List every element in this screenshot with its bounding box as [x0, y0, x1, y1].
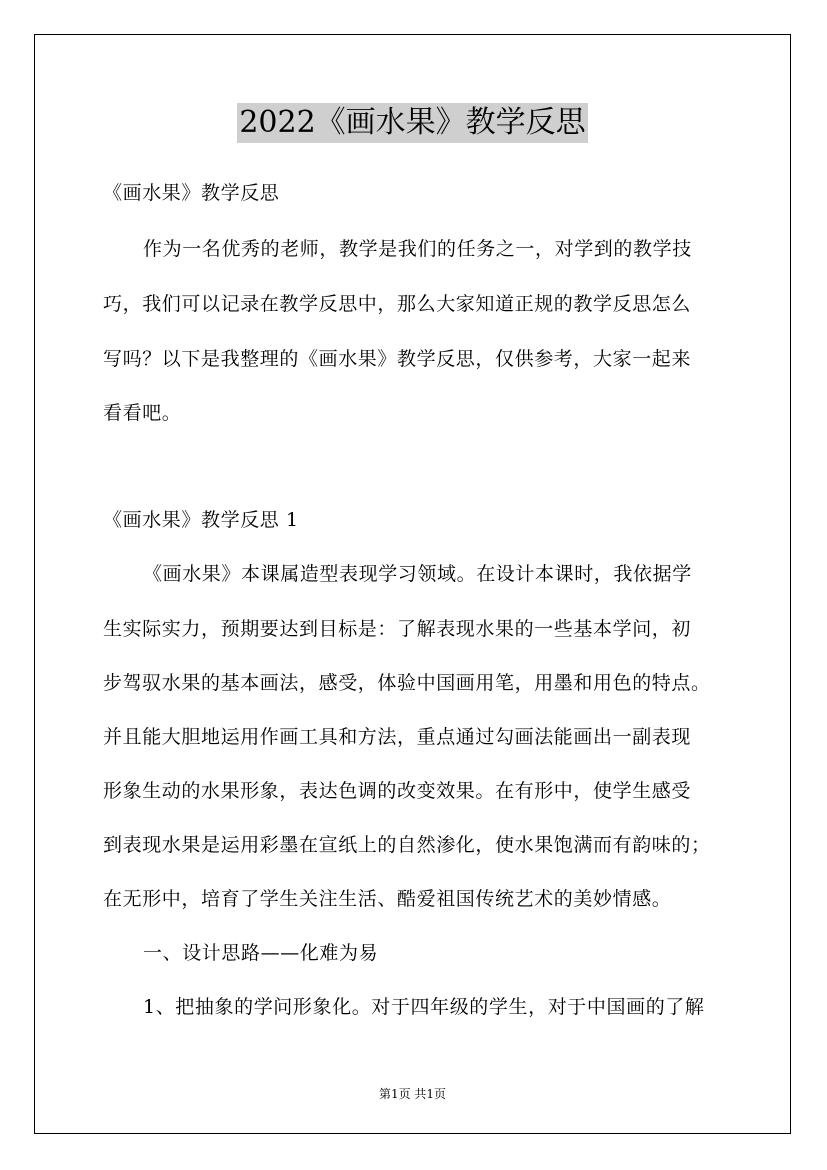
document-page [34, 34, 791, 1134]
paragraph-line: 看看吧。 [103, 402, 182, 424]
paragraph-line: 写吗？以下是我整理的《画水果》教学反思，仅供参考，大家一起来 [103, 348, 692, 370]
section-heading: 《画水果》教学反思 1 [103, 509, 299, 531]
document-title: 2022《画水果》教学反思 [237, 103, 587, 143]
page-footer: 第1页 共1页 [378, 1087, 447, 1101]
paragraph-line: 在无形中，培育了学生关注生活、酷爱祖国传统艺术的美妙情感。 [103, 888, 672, 910]
paragraph-line: 形象生动的水果形象，表达色调的改变效果。在有形中，使学生感受 [103, 780, 692, 802]
paragraph-line: 到表现水果是运用彩墨在宣纸上的自然渗化，使水果饱满而有韵味的； [103, 834, 711, 856]
paragraph-line: 生实际实力，预期要达到目标是：了解表现水果的一些基本学问，初 [103, 618, 692, 640]
paragraph-line: 并且能大胆地运用作画工具和方法，重点通过勾画法能画出一副表现 [103, 726, 692, 748]
paragraph-line: 《画水果》本课属造型表现学习领域。在设计本课时，我依据学 [143, 563, 692, 585]
subsection-heading: 一、设计思路——化难为易 [143, 942, 379, 964]
paragraph-line: 1、把抽象的学问形象化。对于四年级的学生，对于中国画的了解 [143, 996, 705, 1018]
paragraph-line: 步驾驭水果的基本画法，感受，体验中国画用笔，用墨和用色的特点。 [103, 672, 711, 694]
title-wrap [35, 103, 790, 143]
section-heading: 《画水果》教学反思 [103, 182, 280, 204]
paragraph-line: 巧，我们可以记录在教学反思中，那么大家知道正规的教学反思怎么 [103, 293, 692, 315]
paragraph-line: 作为一名优秀的老师，教学是我们的任务之一，对学到的教学技 [143, 238, 692, 260]
